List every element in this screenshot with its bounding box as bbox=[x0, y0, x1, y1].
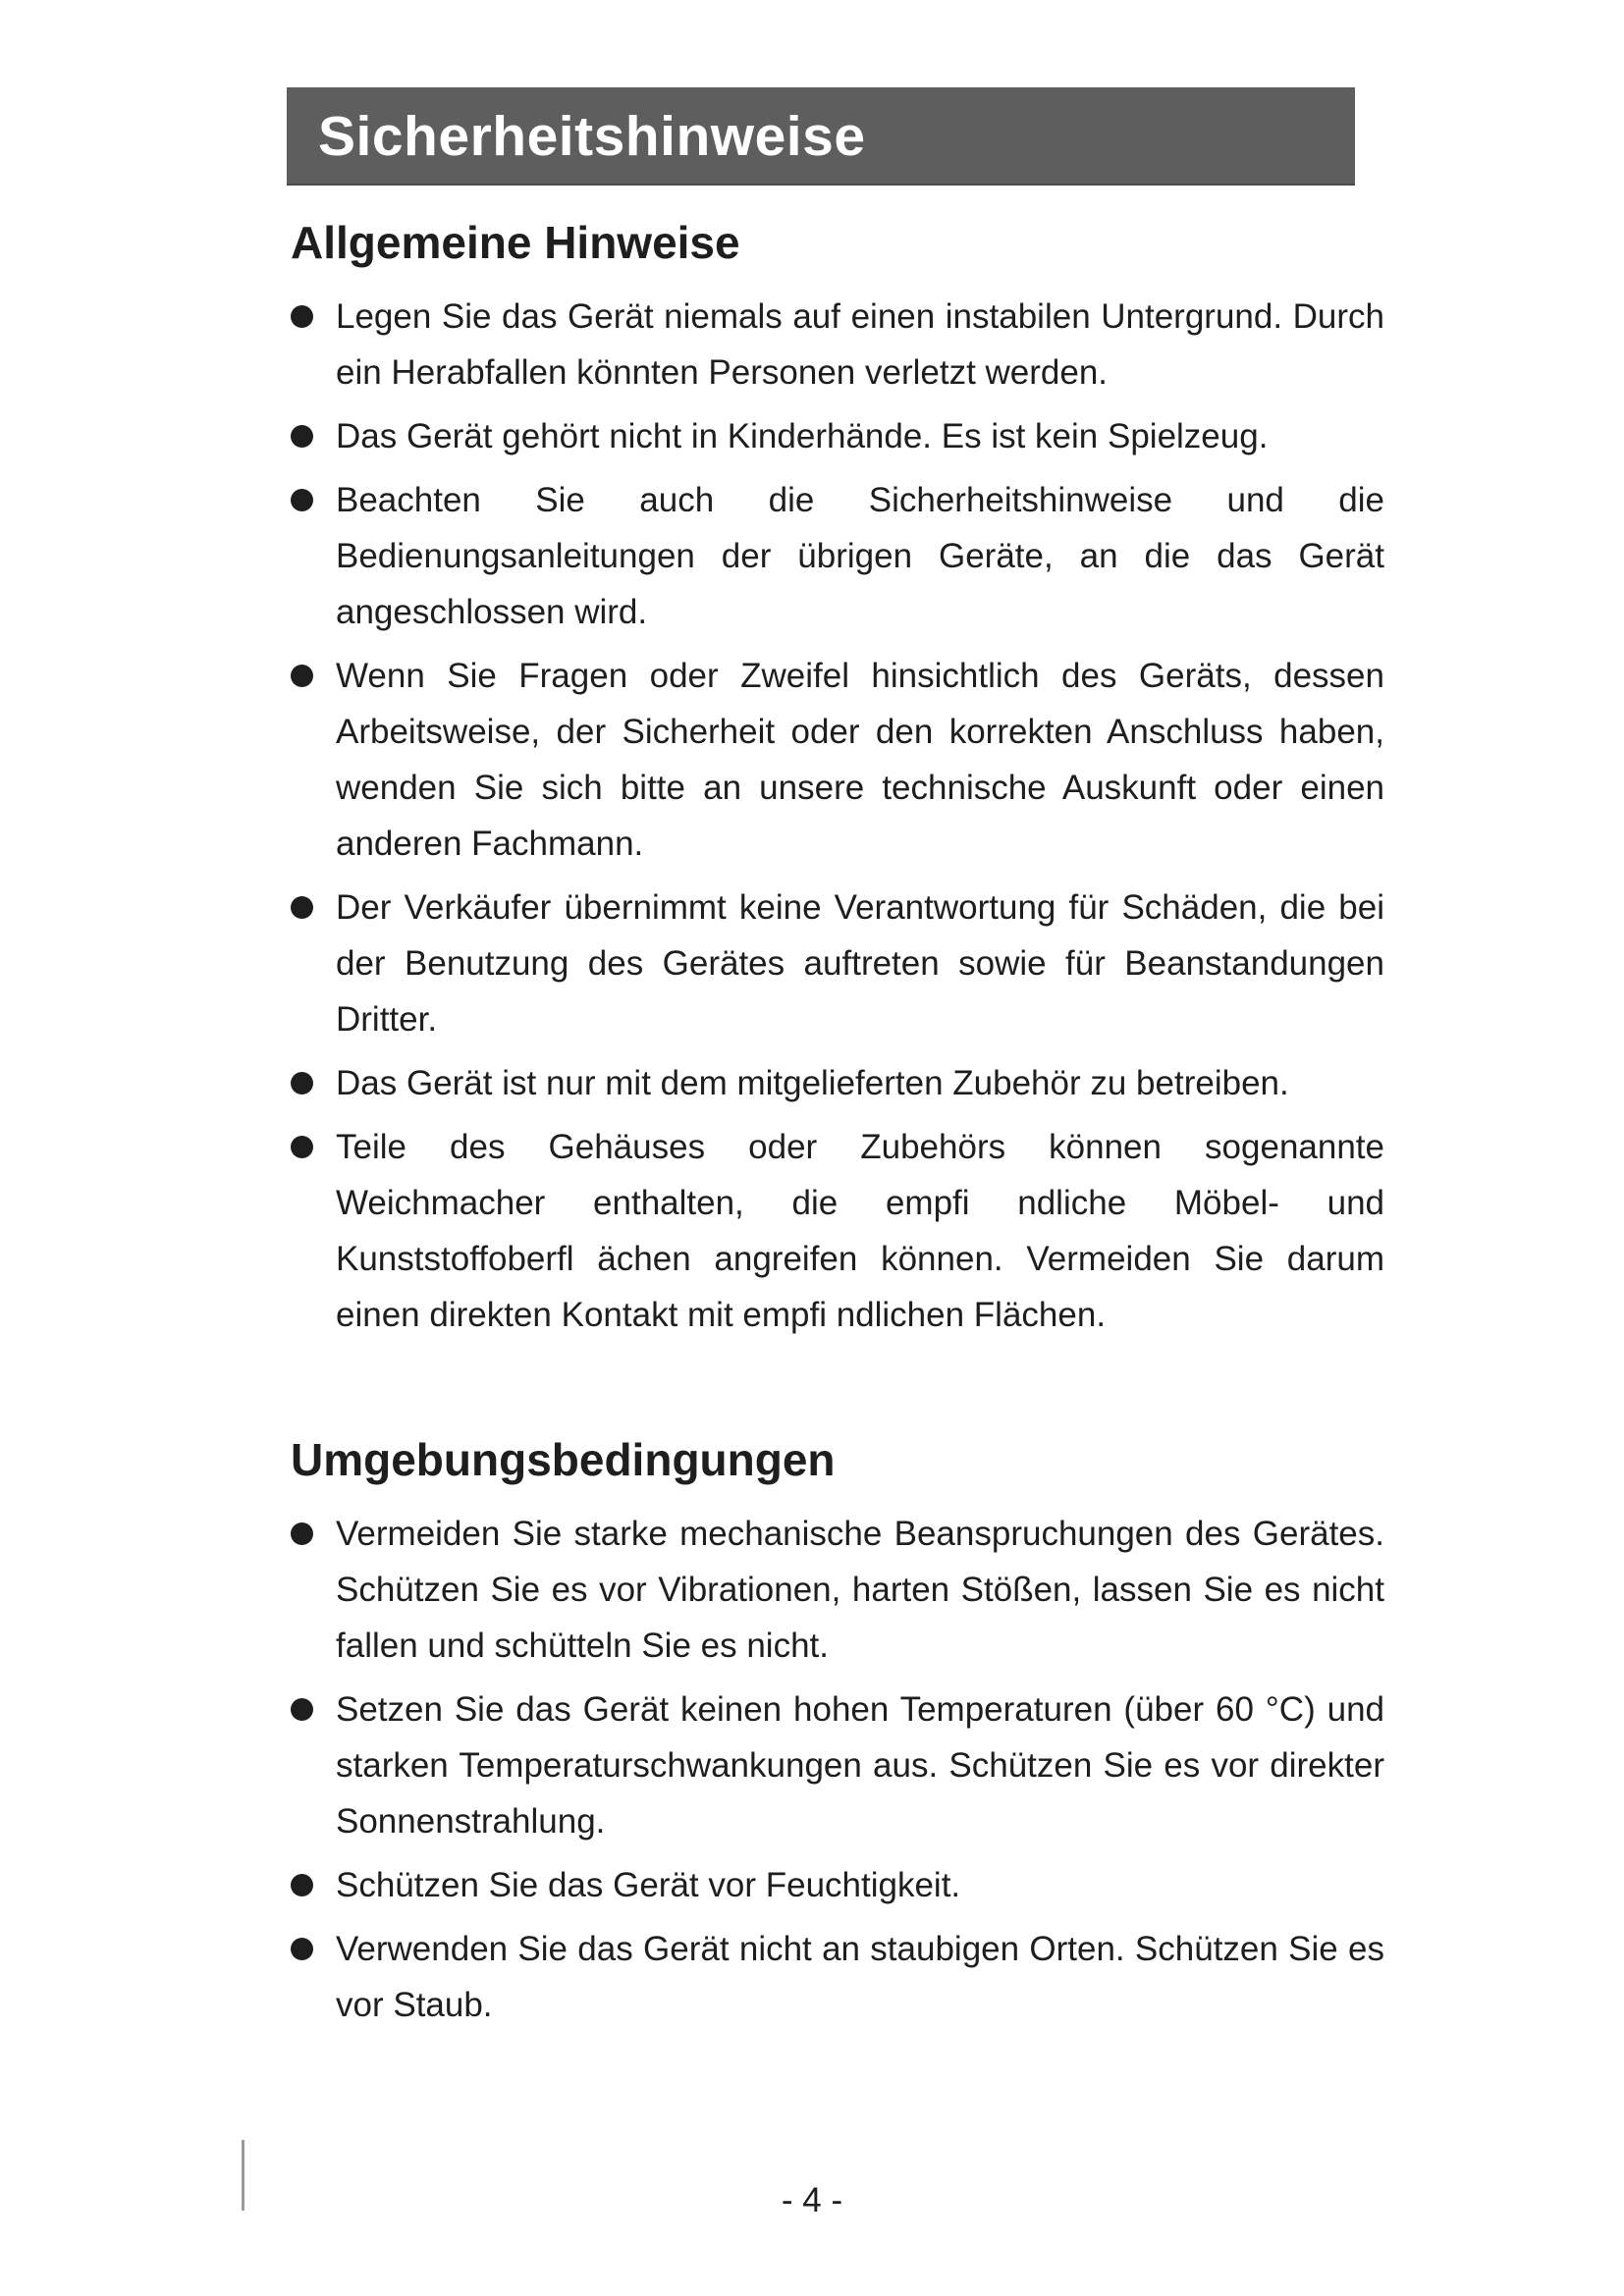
list-item-text: Teile des Gehäuses oder Zubehörs können sogenannte Weichmacher enthalten, die empfi ndliche Möbel- und Kunststoffoberfl ächen angreifen können. Vermeiden Sie darum einen direkten Kontakt mit empfi ndlichen Flächen. bbox=[336, 1128, 1384, 1334]
list-item-text: Setzen Sie das Gerät keinen hohen Temperaturen (über 60 °C) und starken Temperaturschwankungen aus. Schützen Sie es vor direkter Sonnenstrahlung. bbox=[336, 1690, 1384, 1841]
bullet-icon bbox=[291, 305, 313, 328]
list-item-text: Wenn Sie Fragen oder Zweifel hinsichtlich des Geräts, dessen Arbeitsweise, der Sicherheit oder den korrekten Anschluss haben, wenden Sie sich bitte an unsere technische Auskunft oder einen anderen Fachmann. bbox=[336, 657, 1384, 863]
bullet-icon bbox=[291, 1072, 313, 1095]
bullet-icon bbox=[291, 1136, 313, 1158]
list-item bbox=[291, 1119, 1384, 1343]
section-heading-umgebungsbedingungen: Umgebungsbedingungen bbox=[291, 1434, 836, 1485]
title-bar bbox=[287, 87, 1355, 186]
list-item bbox=[291, 1921, 1384, 2033]
list-item bbox=[291, 472, 1384, 640]
list-item bbox=[291, 1055, 1384, 1111]
list-item bbox=[291, 1682, 1384, 1849]
list-item-text: Vermeiden Sie starke mechanische Beanspruchungen des Gerätes. Schützen Sie es vor Vibrationen, harten Stößen, lassen Sie es nicht fallen und schütteln Sie es nicht. bbox=[336, 1515, 1384, 1665]
list-item bbox=[291, 1857, 1384, 1913]
list-item bbox=[291, 1506, 1384, 1674]
list-item-text: Beachten Sie auch die Sicherheitshinweise und die Bedienungsanleitungen der übrigen Geräte, an die das Gerät angeschlossen wird. bbox=[336, 481, 1384, 631]
list-item-text: Schützen Sie das Gerät vor Feuchtigkeit. bbox=[336, 1866, 961, 1904]
list-item bbox=[291, 648, 1384, 872]
page-number: - 4 - bbox=[781, 2181, 843, 2219]
bullet-icon bbox=[291, 425, 313, 448]
allgemeine-hinweise-list bbox=[291, 289, 1384, 1351]
list-item-text: Das Gerät ist nur mit dem mitgelieferten Zubehör zu betreiben. bbox=[336, 1064, 1289, 1102]
list-item-text: Verwenden Sie das Gerät nicht an staubigen Orten. Schützen Sie es vor Staub. bbox=[336, 1930, 1384, 2024]
page-title: Sicherheitshinweise bbox=[318, 105, 866, 168]
list-item-text: Legen Sie das Gerät niemals auf einen instabilen Untergrund. Durch ein Herabfallen könnten Personen verletzt werden. bbox=[336, 297, 1384, 392]
list-item bbox=[291, 880, 1384, 1047]
bullet-icon bbox=[291, 489, 313, 511]
bullet-icon bbox=[291, 1938, 313, 1960]
umgebungsbedingungen-list bbox=[291, 1506, 1384, 2041]
list-item-text: Der Verkäufer übernimmt keine Verantwortung für Schäden, die bei der Benutzung des Gerätes auftreten sowie für Beanstandungen Dritter. bbox=[336, 888, 1384, 1039]
bullet-icon bbox=[291, 1522, 313, 1545]
list-item-text: Das Gerät gehört nicht in Kinderhände. Es ist kein Spielzeug. bbox=[336, 417, 1269, 455]
bullet-icon bbox=[291, 1874, 313, 1896]
list-item bbox=[291, 408, 1384, 464]
bullet-icon bbox=[291, 665, 313, 687]
list-item bbox=[291, 289, 1384, 400]
bullet-icon bbox=[291, 1698, 313, 1721]
section-heading-allgemeine-hinweise: Allgemeine Hinweise bbox=[291, 217, 740, 268]
bullet-icon bbox=[291, 896, 313, 919]
